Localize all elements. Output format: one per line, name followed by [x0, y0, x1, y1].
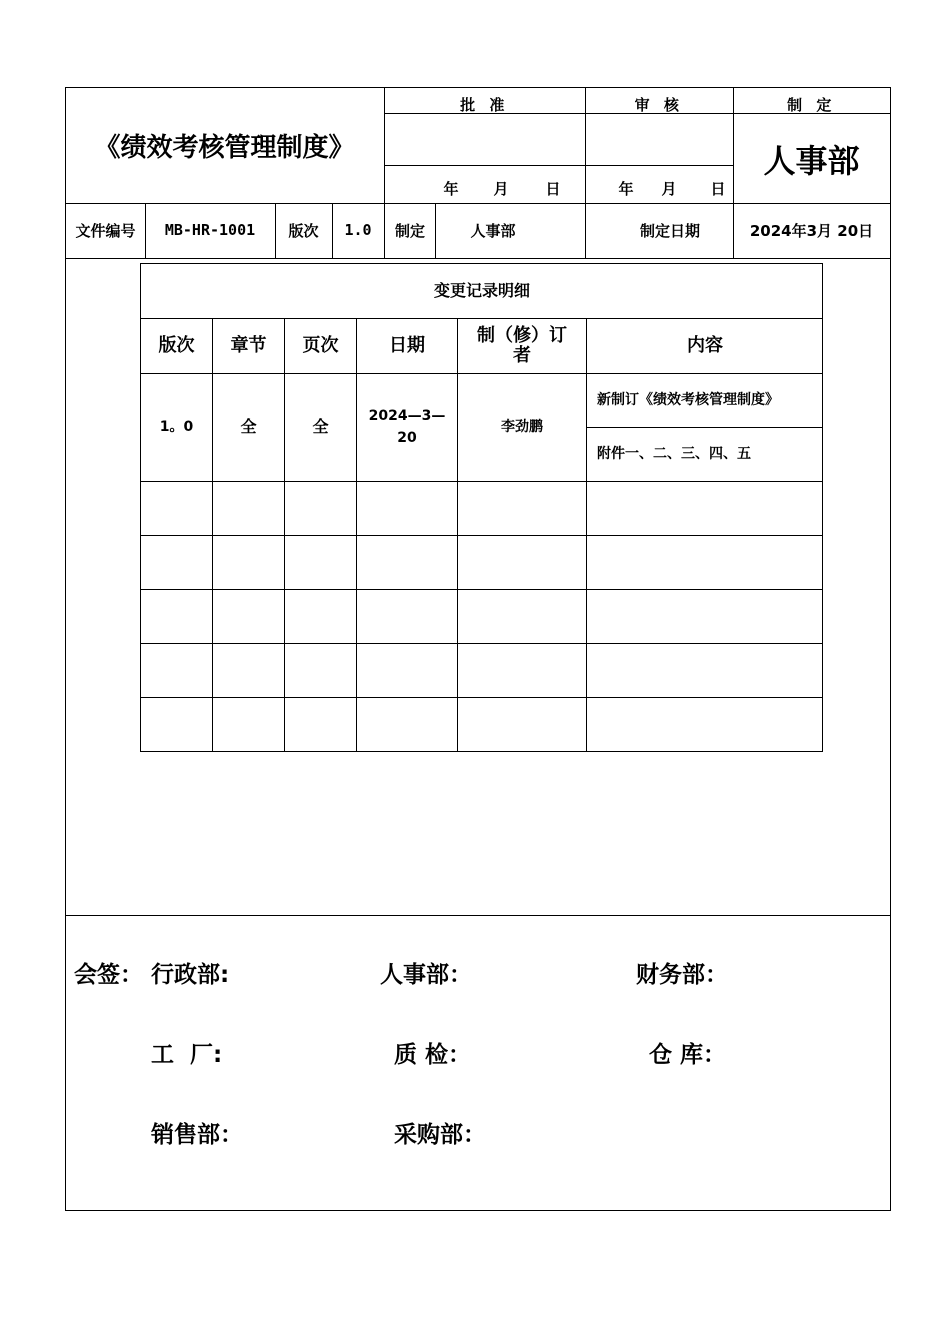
review-month: 月	[661, 179, 677, 198]
row-version: 1。0	[159, 418, 194, 435]
row-date: 2024—3—20	[368, 407, 446, 446]
column-header-page: 页次	[302, 335, 339, 357]
column-header-version: 版次	[158, 335, 195, 357]
row-editor: 李劲鹏	[501, 418, 543, 435]
row-page: 全	[312, 417, 329, 437]
version-label: 版次	[288, 221, 319, 240]
change-log-table	[140, 263, 823, 752]
approve-day: 日	[545, 179, 561, 198]
signoff-label: 会签：	[74, 962, 143, 988]
doc-number: MB-HR-1001	[164, 221, 256, 239]
issue-date: 2024年3月 20日	[749, 221, 874, 240]
column-header-content: 内容	[687, 335, 723, 357]
row-chapter: 全	[240, 417, 257, 437]
approve-year: 年	[443, 179, 459, 198]
row-content-line-1: 新制订《绩效考核管理制度》	[597, 391, 779, 408]
document-title: 《绩效考核管理制度》	[94, 132, 355, 163]
row-content-line-2: 附件一、二、三、四、五	[597, 445, 751, 462]
column-header-editor: 制（修）订者	[477, 325, 567, 366]
approve-month: 月	[493, 179, 509, 198]
doc-number-label: 文件编号	[75, 221, 136, 240]
review-day: 日	[710, 179, 726, 198]
author-department: 人事部	[763, 142, 860, 180]
column-header-chapter: 章节	[230, 335, 267, 357]
signoff-factory: 工 厂:	[151, 1042, 223, 1068]
signoff-hr: 人事部：	[380, 962, 472, 988]
signoff-qc: 质 检：	[394, 1042, 472, 1068]
version-value: 1.0	[344, 221, 372, 239]
made-by-label: 制定	[394, 221, 425, 240]
signoff-purchasing: 采购部：	[394, 1122, 486, 1148]
change-log-title: 变更记录明细	[433, 280, 530, 300]
signoff-finance: 财务部：	[636, 962, 728, 988]
column-header-date: 日期	[389, 335, 425, 357]
author-label: 制 定	[787, 95, 836, 114]
signoff-warehouse: 仓 库：	[649, 1042, 727, 1068]
review-year: 年	[618, 179, 634, 198]
signoff-sales: 销售部：	[151, 1122, 243, 1148]
approve-label: 批 准	[460, 95, 509, 114]
review-label: 审 核	[634, 95, 684, 114]
issue-date-label: 制定日期	[639, 221, 700, 240]
made-by-value: 人事部	[470, 221, 516, 240]
signoff-admin: 行政部:	[151, 962, 230, 988]
